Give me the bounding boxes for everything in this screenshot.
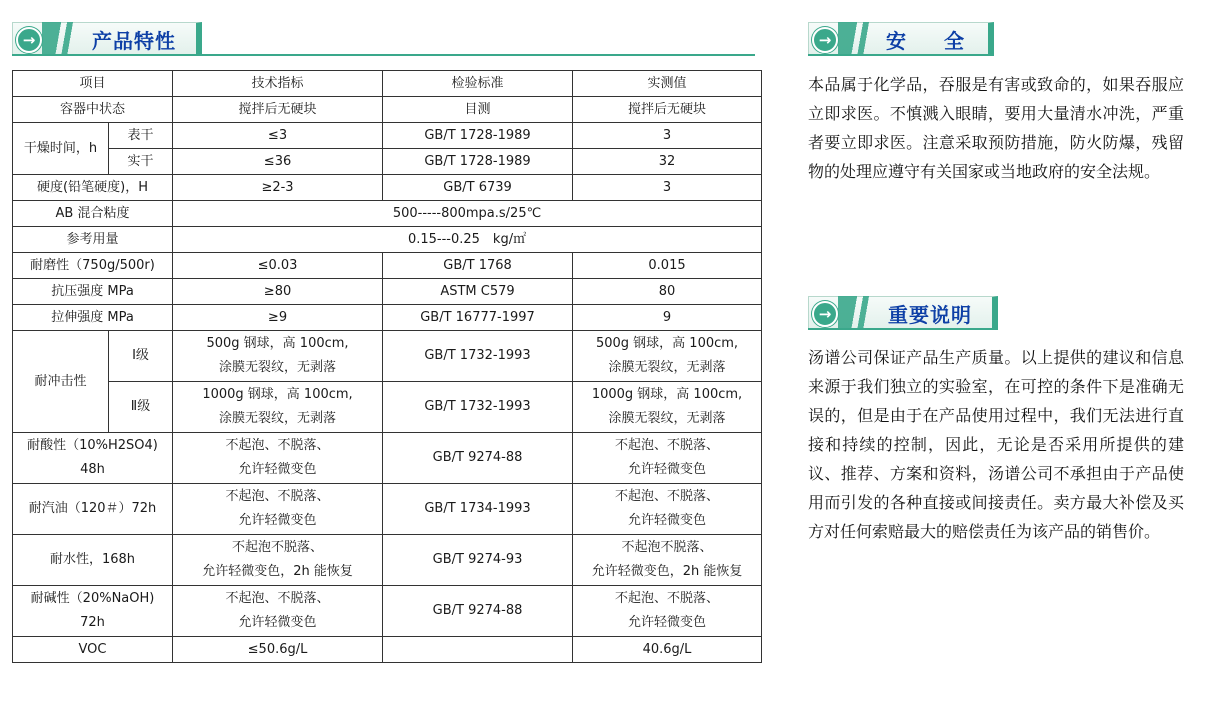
spec-line: 不起泡、不脱落、	[225, 591, 330, 606]
row-measured: 32	[573, 149, 762, 175]
table-row	[13, 175, 762, 201]
value-line: 不起泡、不脱落、	[615, 591, 720, 606]
value-line: 允许轻微变色	[628, 615, 707, 630]
section-divider	[808, 328, 998, 330]
table-row	[13, 227, 762, 253]
row-standard: GB/T 1728-1989	[383, 123, 573, 149]
safety-paragraph: 本品属于化学品，吞服是有害或致命的，如果吞服应立即求医。不慎溅入眼睛，要用大量清水冲洗，严重者要立即求医。注意采取预防措施，防火防爆，残留物的处理应遵守有关国家或当地政府的安全法规。	[808, 75, 1184, 181]
row-measured: 3	[573, 123, 762, 149]
row-spec	[173, 331, 383, 382]
row-item: 硬度(铅笔硬度)，H	[13, 175, 173, 201]
row-spec: 搅拌后无硬块	[173, 97, 383, 123]
item-line: 72h	[80, 615, 105, 630]
row-spec	[173, 382, 383, 433]
row-item: 容器中状态	[13, 97, 173, 123]
value-line: 不起泡、不脱落、	[615, 438, 720, 453]
row-measured: 9	[573, 305, 762, 331]
section-stripe	[42, 22, 82, 54]
row-standard: GB/T 1732-1993	[383, 382, 573, 433]
row-measured	[573, 484, 762, 535]
table-row	[13, 433, 762, 484]
row-item: 拉伸强度 MPa	[13, 305, 173, 331]
row-spec: ≤0.03	[173, 253, 383, 279]
spec-line: 允许轻微变色	[238, 513, 317, 528]
value-line: 500g 钢球，高 100cm,	[595, 336, 739, 351]
item-line: 耐酸性（10%H2SO4)	[27, 438, 158, 453]
row-measured: 0.015	[573, 253, 762, 279]
row-standard: GB/T 1728-1989	[383, 149, 573, 175]
row-item: VOC	[13, 637, 173, 663]
row-standard: GB/T 9274-88	[383, 433, 573, 484]
spec-line: 允许轻微变色，2h 能恢复	[202, 564, 353, 579]
value-line: 不起泡、不脱落、	[615, 489, 720, 504]
row-item: 耐汽油（120＃）72h	[13, 484, 173, 535]
value-line: 允许轻微变色	[628, 462, 707, 477]
spec-line: 不起泡、不脱落、	[225, 438, 330, 453]
row-standard: GB/T 6739	[383, 175, 573, 201]
table-row	[13, 637, 762, 663]
value-line: 不起泡不脱落、	[621, 540, 713, 555]
table-row	[13, 97, 762, 123]
arrow-right-circle-icon: →	[812, 27, 838, 53]
value-line: 1000g 钢球，高 100cm,	[591, 387, 743, 402]
table-row	[13, 331, 762, 382]
row-item: 耐冲击性	[13, 331, 109, 433]
note-paragraph: 汤谱公司保证产品生产质量。以上提供的建议和信息来源于我们独立的实验室，在可控的条件下是准确无误的，但是由于在产品使用过程中，我们无法进行直接和持续的控制，因此，无论是否采用所提供的建议、推荐、方案和资料，汤谱公司不承担由于产品使用而引发的各种直接或间接责任。卖方最大补偿及买方对任何索赔最大的赔偿责任为该产品的销售价。	[808, 348, 1184, 541]
row-standard: GB/T 16777-1997	[383, 305, 573, 331]
row-spec	[173, 586, 383, 637]
value-line: 允许轻微变色，2h 能恢复	[591, 564, 743, 579]
row-value: 500-----800mpa.s/25℃	[173, 201, 762, 227]
spec-line: 500g 钢球，高 100cm,	[206, 336, 349, 351]
row-item: 耐水性，168h	[13, 535, 173, 586]
row-measured	[573, 433, 762, 484]
spec-line: 涂膜无裂纹，无剥落	[219, 411, 337, 426]
table-row	[13, 123, 762, 149]
item-line: 48h	[80, 462, 105, 477]
value-line: 允许轻微变色	[628, 513, 707, 528]
spec-line: 1000g 钢球，高 100cm,	[202, 387, 353, 402]
product-section-header	[12, 22, 755, 56]
row-item: 抗压强度 MPa	[13, 279, 173, 305]
section-title: 产品特性	[92, 29, 176, 53]
row-spec: ≥9	[173, 305, 383, 331]
table-row	[13, 201, 762, 227]
section-divider	[808, 54, 994, 56]
row-standard: GB/T 1734-1993	[383, 484, 573, 535]
spec-line: 涂膜无裂纹，无剥落	[219, 360, 337, 375]
table-row	[13, 535, 762, 586]
row-item: AB 混合粘度	[13, 201, 173, 227]
row-standard	[383, 637, 573, 663]
arrow-right-circle-icon: →	[16, 27, 42, 53]
row-value: 0.15---0.25 kg/㎡	[173, 227, 762, 253]
row-measured: 40.6g/L	[573, 637, 762, 663]
row-standard: 目测	[383, 97, 573, 123]
table-row	[13, 253, 762, 279]
row-measured	[573, 382, 762, 433]
row-measured	[573, 535, 762, 586]
header-item: 项目	[13, 71, 173, 97]
header-standard: 检验标准	[383, 71, 573, 97]
note-section-header	[808, 296, 998, 330]
row-subitem: Ⅱ级	[109, 382, 173, 433]
item-line: 耐碱性（20%NaOH)	[30, 591, 155, 606]
row-measured: 搅拌后无硬块	[573, 97, 762, 123]
row-spec: ≥2-3	[173, 175, 383, 201]
value-line: 涂膜无裂纹，无剥落	[608, 360, 726, 375]
row-subitem: 表干	[109, 123, 173, 149]
arrow-right-circle-icon: →	[812, 301, 838, 327]
section-stripe	[838, 296, 878, 328]
row-item: 参考用量	[13, 227, 173, 253]
row-item: 耐磨性（750g/500r)	[13, 253, 173, 279]
row-spec: ≤50.6g/L	[173, 637, 383, 663]
table-row	[13, 484, 762, 535]
row-measured: 3	[573, 175, 762, 201]
row-spec: ≥80	[173, 279, 383, 305]
table-row	[13, 305, 762, 331]
row-standard: ASTM C579	[383, 279, 573, 305]
row-spec: ≤36	[173, 149, 383, 175]
table-row	[13, 382, 762, 433]
row-standard: GB/T 1732-1993	[383, 331, 573, 382]
table-row	[13, 279, 762, 305]
row-subitem: 实干	[109, 149, 173, 175]
header-spec: 技术指标	[173, 71, 383, 97]
product-spec-table	[12, 70, 762, 663]
section-stripe	[838, 22, 878, 54]
spec-line: 允许轻微变色	[238, 462, 317, 477]
row-item: 干燥时间，h	[13, 123, 109, 175]
row-standard: GB/T 1768	[383, 253, 573, 279]
row-spec	[173, 535, 383, 586]
section-divider	[12, 54, 755, 56]
safety-section-header	[808, 22, 1002, 56]
table-row	[13, 149, 762, 175]
row-measured	[573, 331, 762, 382]
table-header-row	[13, 71, 762, 97]
row-measured: 80	[573, 279, 762, 305]
spec-line: 允许轻微变色	[238, 615, 317, 630]
section-title: 重要说明	[888, 303, 972, 327]
row-spec: ≤3	[173, 123, 383, 149]
row-standard: GB/T 9274-93	[383, 535, 573, 586]
row-item	[13, 586, 173, 637]
row-measured	[573, 586, 762, 637]
row-spec	[173, 484, 383, 535]
spec-line: 不起泡、不脱落、	[225, 489, 330, 504]
value-line: 涂膜无裂纹，无剥落	[608, 411, 726, 426]
row-standard: GB/T 9274-88	[383, 586, 573, 637]
row-spec	[173, 433, 383, 484]
row-subitem: Ⅰ级	[109, 331, 173, 382]
header-measured: 实测值	[573, 71, 762, 97]
section-title: 安全	[886, 29, 1002, 53]
table-row	[13, 586, 762, 637]
row-item	[13, 433, 173, 484]
spec-line: 不起泡不脱落、	[232, 540, 324, 555]
